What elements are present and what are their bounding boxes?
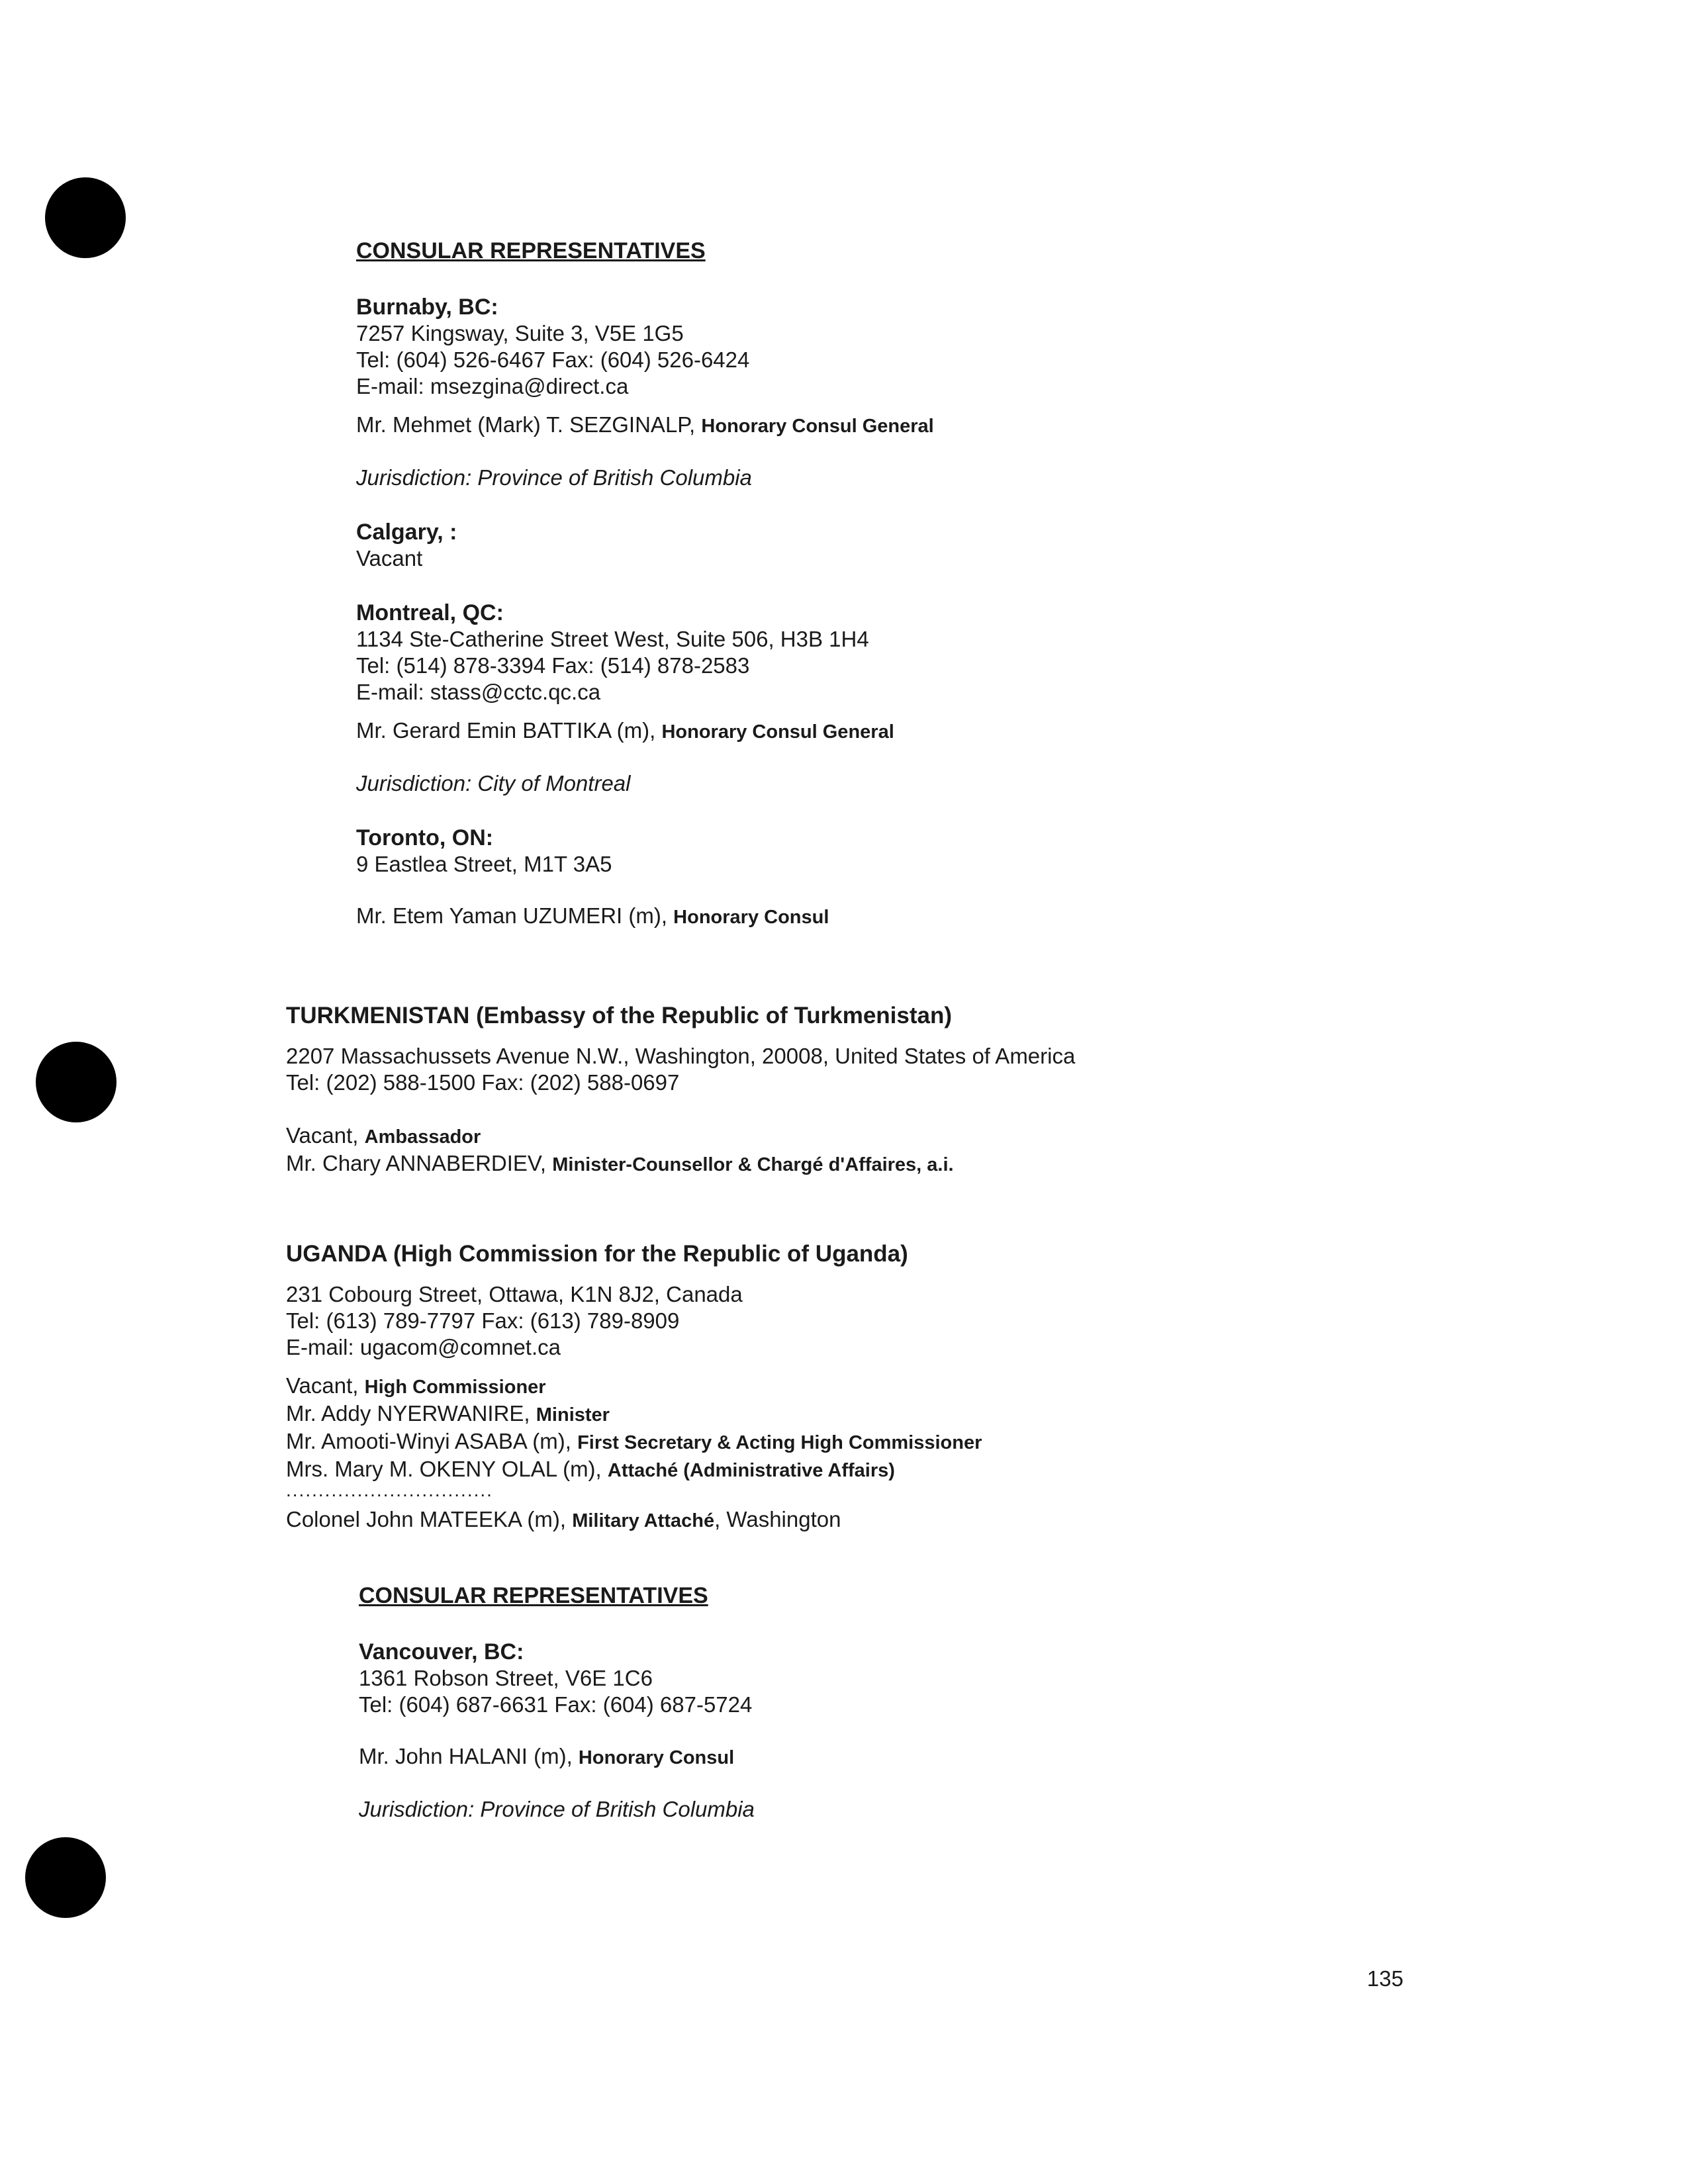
calgary-city: Calgary, : (356, 520, 457, 545)
burnaby-jurisdiction: Jurisdiction: Province of British Columbia (356, 465, 752, 490)
montreal-person (356, 717, 934, 745)
consular-header: CONSULAR REPRESENTATIVES (359, 1583, 708, 1608)
uganda-email: E-mail: ugacom@comnet.ca (286, 1335, 561, 1359)
punch-hole-bottom (25, 1837, 106, 1918)
uganda-address: 231 Cobourg Street, Ottawa, K1N 8J2, Canada (286, 1282, 743, 1306)
staff-title: First Secretary & Acting High Commissioner (577, 1432, 982, 1453)
staff-name: Colonel John MATEEKA (m), (286, 1507, 573, 1531)
staff-name: Mr. Amooti-Winyi ASABA (m), (286, 1429, 578, 1453)
staff-title: Military Attaché (572, 1510, 715, 1531)
staff-title: Minister-Counsellor & Chargé d'Affaires, a.i. (552, 1154, 954, 1175)
staff-name: Vacant, (286, 1123, 365, 1148)
person-title: Honorary Consul (578, 1747, 735, 1768)
montreal-address: 1134 Ste-Catherine Street West, Suite 506, H3B 1H4 (356, 627, 869, 651)
person-title: Honorary Consul General (661, 721, 894, 743)
toronto-person (356, 903, 934, 931)
staff-name: Mr. Chary ANNABERDIEV, (286, 1151, 553, 1175)
uganda-tel: Tel: (613) 789-7797 Fax: (613) 789-8909 (286, 1308, 680, 1333)
person-title: Honorary Consul General (701, 416, 934, 437)
calgary-status: Vacant (356, 546, 423, 570)
person-name: Mr. Etem Yaman UZUMERI (m), (356, 903, 674, 928)
dotted-separator: ................................ (286, 1480, 493, 1500)
burnaby-address: 7257 Kingsway, Suite 3, V5E 1G5 (356, 321, 684, 345)
vancouver-address: 1361 Robson Street, V6E 1C6 (359, 1666, 653, 1690)
burnaby-city: Burnaby, BC: (356, 295, 498, 320)
turkey-consular-section (356, 237, 934, 931)
vancouver-person (359, 1743, 755, 1771)
country-heading: TURKMENISTAN (Embassy of the Republic of Turkmenistan) (286, 1003, 953, 1028)
country-heading: UGANDA (High Commission for the Republic of Uganda) (286, 1241, 908, 1267)
turkmenistan-address: 2207 Massachussets Avenue N.W., Washington, 20008, United States of America (286, 1044, 1076, 1068)
staff-title: Minister (536, 1404, 610, 1426)
staff-location: , Washington (714, 1507, 841, 1531)
turkmenistan-tel: Tel: (202) 588-1500 Fax: (202) 588-0697 (286, 1070, 680, 1095)
staff-name: Vacant, (286, 1373, 365, 1398)
uganda-section (286, 1240, 982, 1534)
punch-hole-middle (36, 1042, 117, 1122)
vancouver-city: Vancouver, BC: (359, 1639, 524, 1664)
staff-entry (286, 1428, 982, 1456)
person-name: Mr. John HALANI (m), (359, 1744, 579, 1768)
person-title: Honorary Consul (673, 907, 829, 928)
toronto-address: 9 Eastlea Street, M1T 3A5 (356, 852, 612, 876)
uganda-consular-section (359, 1582, 755, 1823)
military-attache (286, 1506, 982, 1534)
burnaby-tel: Tel: (604) 526-6467 Fax: (604) 526-6424 (356, 347, 750, 372)
person-name: Mr. Mehmet (Mark) T. SEZGINALP, (356, 412, 702, 437)
page-number: 135 (1367, 1966, 1404, 1991)
vancouver-tel: Tel: (604) 687-6631 Fax: (604) 687-5724 (359, 1692, 753, 1717)
montreal-tel: Tel: (514) 878-3394 Fax: (514) 878-2583 (356, 653, 750, 678)
punch-hole-top (45, 177, 126, 258)
burnaby-email: E-mail: msezgina@direct.ca (356, 374, 629, 398)
staff-entry (286, 1373, 982, 1400)
staff-title: Ambassador (364, 1126, 481, 1148)
staff-title: Attaché (Administrative Affairs) (607, 1460, 895, 1481)
staff-entry (286, 1400, 982, 1428)
person-name: Mr. Gerard Emin BATTIKA (m), (356, 718, 662, 743)
burnaby-person (356, 412, 934, 439)
staff-entry (286, 1122, 1075, 1150)
montreal-city: Montreal, QC: (356, 600, 504, 625)
staff-name: Mr. Addy NYERWANIRE, (286, 1401, 536, 1426)
toronto-city: Toronto, ON: (356, 825, 494, 850)
staff-entry (286, 1150, 1075, 1178)
consular-header: CONSULAR REPRESENTATIVES (356, 238, 706, 263)
vancouver-jurisdiction: Jurisdiction: Province of British Columbia (359, 1797, 755, 1821)
turkmenistan-section (286, 1002, 1075, 1178)
montreal-email: E-mail: stass@cctc.qc.ca (356, 680, 601, 704)
montreal-jurisdiction: Jurisdiction: City of Montreal (356, 771, 631, 796)
staff-name: Mrs. Mary M. OKENY OLAL (m), (286, 1457, 608, 1481)
staff-title: High Commissioner (364, 1377, 546, 1398)
